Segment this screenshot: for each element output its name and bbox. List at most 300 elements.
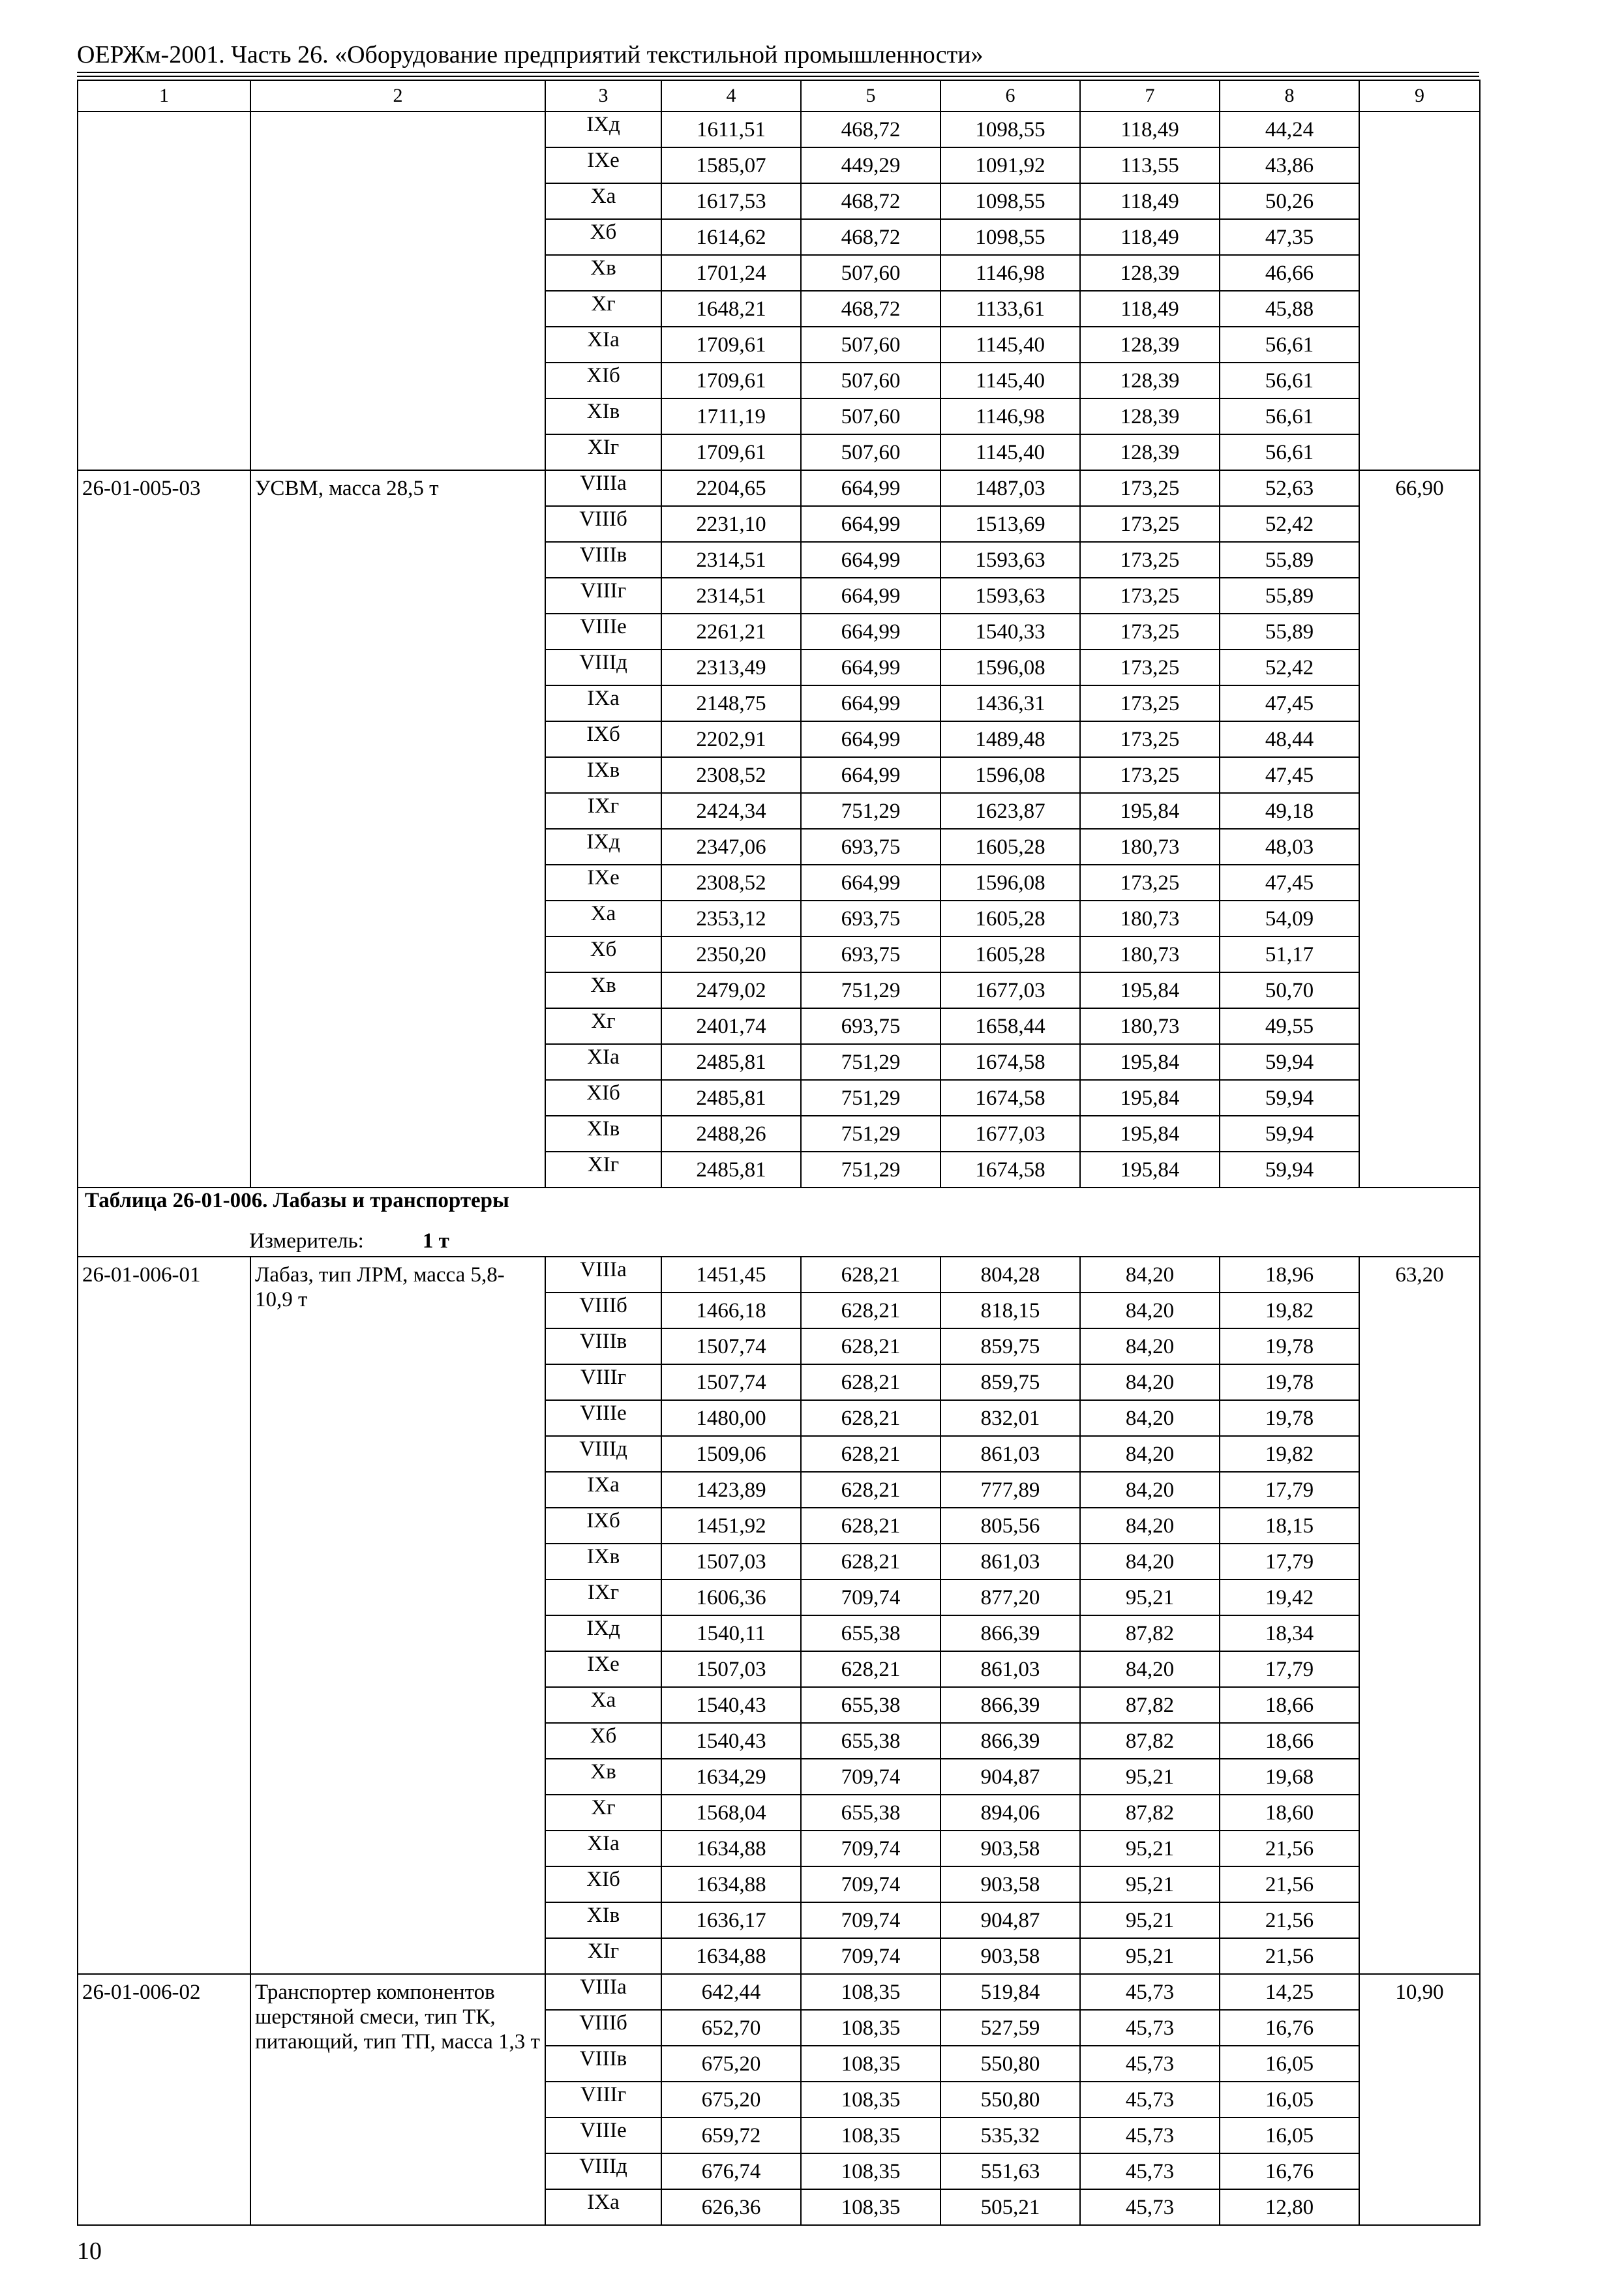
value-cell: 108,35	[801, 1974, 940, 2010]
value-cell: 19,78	[1220, 1400, 1359, 1436]
value-cell: 55,89	[1220, 542, 1359, 578]
value-cell: 1480,00	[661, 1400, 801, 1436]
zone-cell: IXд	[545, 112, 661, 147]
value-cell: 118,49	[1080, 112, 1220, 147]
value-cell: 449,29	[801, 147, 940, 183]
value-cell: 19,78	[1220, 1328, 1359, 1364]
value-cell: 118,49	[1080, 219, 1220, 255]
value-cell: 664,99	[801, 650, 940, 685]
value-cell: 16,05	[1220, 2082, 1359, 2117]
value-cell: 95,21	[1080, 1831, 1220, 1866]
zone-cell: IXб	[545, 721, 661, 757]
zone-cell: IXг	[545, 793, 661, 829]
value-cell: 14,25	[1220, 1974, 1359, 2010]
value-cell: 19,82	[1220, 1293, 1359, 1328]
value-cell: 628,21	[801, 1472, 940, 1508]
value-cell: 54,09	[1220, 901, 1359, 936]
value-cell: 693,75	[801, 1008, 940, 1044]
value-cell: 1709,61	[661, 363, 801, 398]
value-cell: 1507,03	[661, 1544, 801, 1579]
value-cell: 21,56	[1220, 1866, 1359, 1902]
zone-cell: XIв	[545, 398, 661, 434]
value-cell: 17,79	[1220, 1651, 1359, 1687]
value-cell: 507,60	[801, 434, 940, 470]
value-cell: 2202,91	[661, 721, 801, 757]
zone-cell: VIIIе	[545, 614, 661, 650]
rate-price-cell: 63,20	[1359, 1257, 1480, 1974]
value-cell: 1674,58	[940, 1044, 1080, 1080]
value-cell: 84,20	[1080, 1293, 1220, 1328]
value-cell: 1674,58	[940, 1080, 1080, 1116]
value-cell: 95,21	[1080, 1938, 1220, 1974]
value-cell: 1596,08	[940, 757, 1080, 793]
value-cell: 2485,81	[661, 1080, 801, 1116]
value-cell: 468,72	[801, 183, 940, 219]
header-rule-second	[77, 76, 1479, 77]
value-cell: 2261,21	[661, 614, 801, 650]
measure-label: Измеритель:	[249, 1229, 364, 1253]
value-cell: 751,29	[801, 793, 940, 829]
value-cell: 866,39	[940, 1723, 1080, 1759]
column-number: 2	[250, 80, 545, 112]
value-cell: 1489,48	[940, 721, 1080, 757]
value-cell: 550,80	[940, 2046, 1080, 2082]
value-cell: 18,60	[1220, 1795, 1359, 1831]
value-cell: 626,36	[661, 2189, 801, 2225]
value-cell: 1098,55	[940, 112, 1080, 147]
value-cell: 84,20	[1080, 1508, 1220, 1544]
value-cell: 1098,55	[940, 183, 1080, 219]
value-cell: 1507,74	[661, 1328, 801, 1364]
zone-cell: XIг	[545, 1152, 661, 1188]
zone-cell: XIб	[545, 1080, 661, 1116]
value-cell: 128,39	[1080, 434, 1220, 470]
value-cell: 50,70	[1220, 972, 1359, 1008]
zone-cell: VIIIа	[545, 1974, 661, 2010]
value-cell: 1540,43	[661, 1723, 801, 1759]
value-cell: 2485,81	[661, 1044, 801, 1080]
value-cell: 1146,98	[940, 398, 1080, 434]
value-cell: 173,25	[1080, 614, 1220, 650]
value-cell: 84,20	[1080, 1400, 1220, 1436]
value-cell: 45,73	[1080, 2153, 1220, 2189]
rate-description-cell	[250, 112, 545, 470]
zone-cell: IXб	[545, 1508, 661, 1544]
zone-cell: VIIIг	[545, 578, 661, 614]
column-number: 4	[661, 80, 801, 112]
value-cell: 1634,88	[661, 1831, 801, 1866]
rate-code-cell: 26-01-006-01	[78, 1257, 250, 1974]
value-cell: 1606,36	[661, 1579, 801, 1615]
value-cell: 1145,40	[940, 363, 1080, 398]
table-row	[78, 1257, 1480, 1293]
value-cell: 1634,88	[661, 1938, 801, 1974]
rate-price-cell: 10,90	[1359, 1974, 1480, 2225]
value-cell: 46,66	[1220, 255, 1359, 291]
value-cell: 1145,40	[940, 327, 1080, 363]
value-cell: 180,73	[1080, 1008, 1220, 1044]
value-cell: 195,84	[1080, 793, 1220, 829]
zone-cell: IXа	[545, 2189, 661, 2225]
zone-cell: Xв	[545, 1759, 661, 1795]
value-cell: 1709,61	[661, 434, 801, 470]
column-number: 8	[1220, 80, 1359, 112]
zone-cell: IXе	[545, 1651, 661, 1687]
value-cell: 1507,03	[661, 1651, 801, 1687]
value-cell: 1146,98	[940, 255, 1080, 291]
zone-cell: Xб	[545, 1723, 661, 1759]
value-cell: 56,61	[1220, 363, 1359, 398]
zone-cell: IXе	[545, 147, 661, 183]
value-cell: 95,21	[1080, 1866, 1220, 1902]
value-cell: 18,34	[1220, 1615, 1359, 1651]
value-cell: 642,44	[661, 1974, 801, 2010]
table-row	[78, 1974, 1480, 2010]
value-cell: 1605,28	[940, 829, 1080, 865]
value-cell: 43,86	[1220, 147, 1359, 183]
value-cell: 751,29	[801, 1116, 940, 1152]
value-cell: 47,45	[1220, 757, 1359, 793]
value-cell: 2488,26	[661, 1116, 801, 1152]
value-cell: 1596,08	[940, 650, 1080, 685]
zone-cell: VIIIб	[545, 1293, 661, 1328]
rates-table	[77, 80, 1481, 2226]
value-cell: 95,21	[1080, 1902, 1220, 1938]
value-cell: 505,21	[940, 2189, 1080, 2225]
value-cell: 861,03	[940, 1544, 1080, 1579]
value-cell: 19,42	[1220, 1579, 1359, 1615]
value-cell: 1701,24	[661, 255, 801, 291]
value-cell: 866,39	[940, 1687, 1080, 1723]
value-cell: 507,60	[801, 398, 940, 434]
zone-cell: XIв	[545, 1116, 661, 1152]
rate-description-cell: Транспортер компонентов шерстяной смеси, тип ТК, питающий, тип ТП, масса 1,3 т	[250, 1974, 545, 2225]
value-cell: 84,20	[1080, 1328, 1220, 1364]
value-cell: 45,73	[1080, 2010, 1220, 2046]
value-cell: 628,21	[801, 1257, 940, 1293]
value-cell: 1568,04	[661, 1795, 801, 1831]
value-cell: 52,63	[1220, 470, 1359, 506]
zone-cell: VIIIг	[545, 2082, 661, 2117]
value-cell: 709,74	[801, 1902, 940, 1938]
value-cell: 709,74	[801, 1938, 940, 1974]
value-cell: 468,72	[801, 112, 940, 147]
value-cell: 1648,21	[661, 291, 801, 327]
value-cell: 128,39	[1080, 363, 1220, 398]
value-cell: 903,58	[940, 1866, 1080, 1902]
value-cell: 2313,49	[661, 650, 801, 685]
zone-cell: XIв	[545, 1902, 661, 1938]
value-cell: 2314,51	[661, 542, 801, 578]
value-cell: 108,35	[801, 2010, 940, 2046]
measure-row	[78, 1229, 1480, 1257]
value-cell: 1509,06	[661, 1436, 801, 1472]
value-cell: 18,66	[1220, 1687, 1359, 1723]
value-cell: 52,42	[1220, 650, 1359, 685]
value-cell: 832,01	[940, 1400, 1080, 1436]
value-cell: 1540,11	[661, 1615, 801, 1651]
zone-cell: VIIIа	[545, 470, 661, 506]
value-cell: 655,38	[801, 1687, 940, 1723]
value-cell: 1540,33	[940, 614, 1080, 650]
value-cell: 1145,40	[940, 434, 1080, 470]
column-number: 1	[78, 80, 250, 112]
column-number: 7	[1080, 80, 1220, 112]
value-cell: 751,29	[801, 1044, 940, 1080]
zone-cell: VIIIб	[545, 2010, 661, 2046]
value-cell: 751,29	[801, 972, 940, 1008]
value-cell: 1611,51	[661, 112, 801, 147]
value-cell: 1436,31	[940, 685, 1080, 721]
value-cell: 55,89	[1220, 614, 1359, 650]
zone-cell: XIа	[545, 1831, 661, 1866]
value-cell: 21,56	[1220, 1902, 1359, 1938]
column-number: 3	[545, 80, 661, 112]
value-cell: 894,06	[940, 1795, 1080, 1831]
value-cell: 59,94	[1220, 1044, 1359, 1080]
value-cell: 709,74	[801, 1759, 940, 1795]
zone-cell: VIIIг	[545, 1364, 661, 1400]
value-cell: 21,56	[1220, 1938, 1359, 1974]
zone-cell: VIIIб	[545, 506, 661, 542]
rate-price-cell	[1359, 112, 1480, 470]
value-cell: 861,03	[940, 1436, 1080, 1472]
value-cell: 1098,55	[940, 219, 1080, 255]
value-cell: 84,20	[1080, 1257, 1220, 1293]
value-cell: 628,21	[801, 1364, 940, 1400]
value-cell: 173,25	[1080, 721, 1220, 757]
value-cell: 173,25	[1080, 506, 1220, 542]
zone-cell: VIIIе	[545, 2117, 661, 2153]
value-cell: 19,78	[1220, 1364, 1359, 1400]
value-cell: 1451,45	[661, 1257, 801, 1293]
value-cell: 195,84	[1080, 1116, 1220, 1152]
rate-code-cell: 26-01-005-03	[78, 470, 250, 1188]
zone-cell: Xг	[545, 291, 661, 327]
value-cell: 108,35	[801, 2117, 940, 2153]
value-cell: 173,25	[1080, 542, 1220, 578]
value-cell: 1677,03	[940, 972, 1080, 1008]
value-cell: 628,21	[801, 1544, 940, 1579]
zone-cell: VIIIд	[545, 2153, 661, 2189]
value-cell: 45,73	[1080, 2082, 1220, 2117]
zone-cell: XIг	[545, 434, 661, 470]
value-cell: 652,70	[661, 2010, 801, 2046]
value-cell: 628,21	[801, 1293, 940, 1328]
value-cell: 664,99	[801, 614, 940, 650]
value-cell: 655,38	[801, 1795, 940, 1831]
value-cell: 1540,43	[661, 1687, 801, 1723]
value-cell: 751,29	[801, 1152, 940, 1188]
value-cell: 16,76	[1220, 2153, 1359, 2189]
value-cell: 1709,61	[661, 327, 801, 363]
rate-description-cell: Лабаз, тип ЛРМ, масса 5,8-10,9 т	[250, 1257, 545, 1974]
value-cell: 693,75	[801, 901, 940, 936]
value-cell: 56,61	[1220, 434, 1359, 470]
value-cell: 1605,28	[940, 936, 1080, 972]
value-cell: 2353,12	[661, 901, 801, 936]
value-cell: 19,82	[1220, 1436, 1359, 1472]
value-cell: 45,73	[1080, 2046, 1220, 2082]
column-number: 9	[1359, 80, 1480, 112]
value-cell: 1634,88	[661, 1866, 801, 1902]
value-cell: 551,63	[940, 2153, 1080, 2189]
zone-cell: VIIIд	[545, 650, 661, 685]
value-cell: 56,61	[1220, 398, 1359, 434]
value-cell: 47,35	[1220, 219, 1359, 255]
value-cell: 664,99	[801, 721, 940, 757]
value-cell: 2485,81	[661, 1152, 801, 1188]
value-cell: 18,15	[1220, 1508, 1359, 1544]
value-cell: 128,39	[1080, 255, 1220, 291]
value-cell: 1623,87	[940, 793, 1080, 829]
value-cell: 16,05	[1220, 2117, 1359, 2153]
value-cell: 173,25	[1080, 757, 1220, 793]
value-cell: 861,03	[940, 1651, 1080, 1687]
zone-cell: IXв	[545, 757, 661, 793]
column-number: 6	[940, 80, 1080, 112]
value-cell: 95,21	[1080, 1759, 1220, 1795]
rate-description-cell: УСВМ, масса 28,5 т	[250, 470, 545, 1188]
value-cell: 2424,34	[661, 793, 801, 829]
value-cell: 47,45	[1220, 865, 1359, 901]
value-cell: 709,74	[801, 1866, 940, 1902]
value-cell: 664,99	[801, 578, 940, 614]
section-title: Таблица 26-01-006. Лабазы и транспортеры	[78, 1188, 1480, 1229]
value-cell: 2308,52	[661, 865, 801, 901]
value-cell: 777,89	[940, 1472, 1080, 1508]
value-cell: 527,59	[940, 2010, 1080, 2046]
value-cell: 1677,03	[940, 1116, 1080, 1152]
value-cell: 468,72	[801, 219, 940, 255]
value-cell: 659,72	[661, 2117, 801, 2153]
value-cell: 19,68	[1220, 1759, 1359, 1795]
value-cell: 52,42	[1220, 506, 1359, 542]
value-cell: 1513,69	[940, 506, 1080, 542]
value-cell: 12,80	[1220, 2189, 1359, 2225]
value-cell: 16,76	[1220, 2010, 1359, 2046]
value-cell: 84,20	[1080, 1436, 1220, 1472]
value-cell: 1507,74	[661, 1364, 801, 1400]
zone-cell: VIIIе	[545, 1400, 661, 1436]
value-cell: 51,17	[1220, 936, 1359, 972]
value-cell: 2347,06	[661, 829, 801, 865]
value-cell: 173,25	[1080, 685, 1220, 721]
value-cell: 655,38	[801, 1723, 940, 1759]
zone-cell: VIIIв	[545, 2046, 661, 2082]
value-cell: 195,84	[1080, 972, 1220, 1008]
value-cell: 693,75	[801, 829, 940, 865]
zone-cell: IXд	[545, 829, 661, 865]
value-cell: 468,72	[801, 291, 940, 327]
value-cell: 50,26	[1220, 183, 1359, 219]
value-cell: 49,18	[1220, 793, 1359, 829]
value-cell: 877,20	[940, 1579, 1080, 1615]
value-cell: 859,75	[940, 1364, 1080, 1400]
value-cell: 1593,63	[940, 578, 1080, 614]
value-cell: 519,84	[940, 1974, 1080, 2010]
value-cell: 709,74	[801, 1831, 940, 1866]
column-number: 5	[801, 80, 940, 112]
value-cell: 628,21	[801, 1400, 940, 1436]
value-cell: 903,58	[940, 1831, 1080, 1866]
value-cell: 2350,20	[661, 936, 801, 972]
value-cell: 664,99	[801, 757, 940, 793]
rates-table-body	[78, 80, 1480, 2225]
value-cell: 180,73	[1080, 829, 1220, 865]
value-cell: 128,39	[1080, 327, 1220, 363]
value-cell: 128,39	[1080, 398, 1220, 434]
value-cell: 195,84	[1080, 1080, 1220, 1116]
value-cell: 1636,17	[661, 1902, 801, 1938]
value-cell: 628,21	[801, 1328, 940, 1364]
value-cell: 173,25	[1080, 578, 1220, 614]
value-cell: 1658,44	[940, 1008, 1080, 1044]
value-cell: 173,25	[1080, 865, 1220, 901]
value-cell: 84,20	[1080, 1472, 1220, 1508]
value-cell: 675,20	[661, 2046, 801, 2082]
value-cell: 18,66	[1220, 1723, 1359, 1759]
value-cell: 2231,10	[661, 506, 801, 542]
zone-cell: Xв	[545, 255, 661, 291]
value-cell: 550,80	[940, 2082, 1080, 2117]
value-cell: 113,55	[1080, 147, 1220, 183]
zone-cell: Xг	[545, 1008, 661, 1044]
zone-cell: IXе	[545, 865, 661, 901]
value-cell: 195,84	[1080, 1152, 1220, 1188]
value-cell: 44,24	[1220, 112, 1359, 147]
value-cell: 859,75	[940, 1328, 1080, 1364]
value-cell: 173,25	[1080, 470, 1220, 506]
value-cell: 709,74	[801, 1579, 940, 1615]
value-cell: 118,49	[1080, 291, 1220, 327]
value-cell: 118,49	[1080, 183, 1220, 219]
value-cell: 59,94	[1220, 1116, 1359, 1152]
zone-cell: IXг	[545, 1579, 661, 1615]
value-cell: 664,99	[801, 506, 940, 542]
zone-cell: Xб	[545, 936, 661, 972]
value-cell: 17,79	[1220, 1544, 1359, 1579]
value-cell: 664,99	[801, 685, 940, 721]
value-cell: 49,55	[1220, 1008, 1359, 1044]
value-cell: 1634,29	[661, 1759, 801, 1795]
rate-price-cell: 66,90	[1359, 470, 1480, 1188]
value-cell: 21,56	[1220, 1831, 1359, 1866]
value-cell: 59,94	[1220, 1080, 1359, 1116]
value-cell: 628,21	[801, 1508, 940, 1544]
zone-cell: XIб	[545, 363, 661, 398]
value-cell: 628,21	[801, 1651, 940, 1687]
table-row	[78, 112, 1480, 147]
measure-unit: 1 т	[422, 1229, 449, 1253]
value-cell: 866,39	[940, 1615, 1080, 1651]
zone-cell: Xа	[545, 183, 661, 219]
zone-cell: VIIIв	[545, 542, 661, 578]
value-cell: 2204,65	[661, 470, 801, 506]
value-cell: 2314,51	[661, 578, 801, 614]
value-cell: 87,82	[1080, 1723, 1220, 1759]
value-cell: 2401,74	[661, 1008, 801, 1044]
zone-cell: IXв	[545, 1544, 661, 1579]
value-cell: 84,20	[1080, 1364, 1220, 1400]
value-cell: 1423,89	[661, 1472, 801, 1508]
value-cell: 48,03	[1220, 829, 1359, 865]
value-cell: 87,82	[1080, 1795, 1220, 1831]
zone-cell: Xв	[545, 972, 661, 1008]
value-cell: 45,73	[1080, 2189, 1220, 2225]
page-header-title: ОЕРЖм-2001. Часть 26. «Оборудование предприятий текстильной промышленности»	[77, 41, 984, 68]
value-cell: 87,82	[1080, 1615, 1220, 1651]
